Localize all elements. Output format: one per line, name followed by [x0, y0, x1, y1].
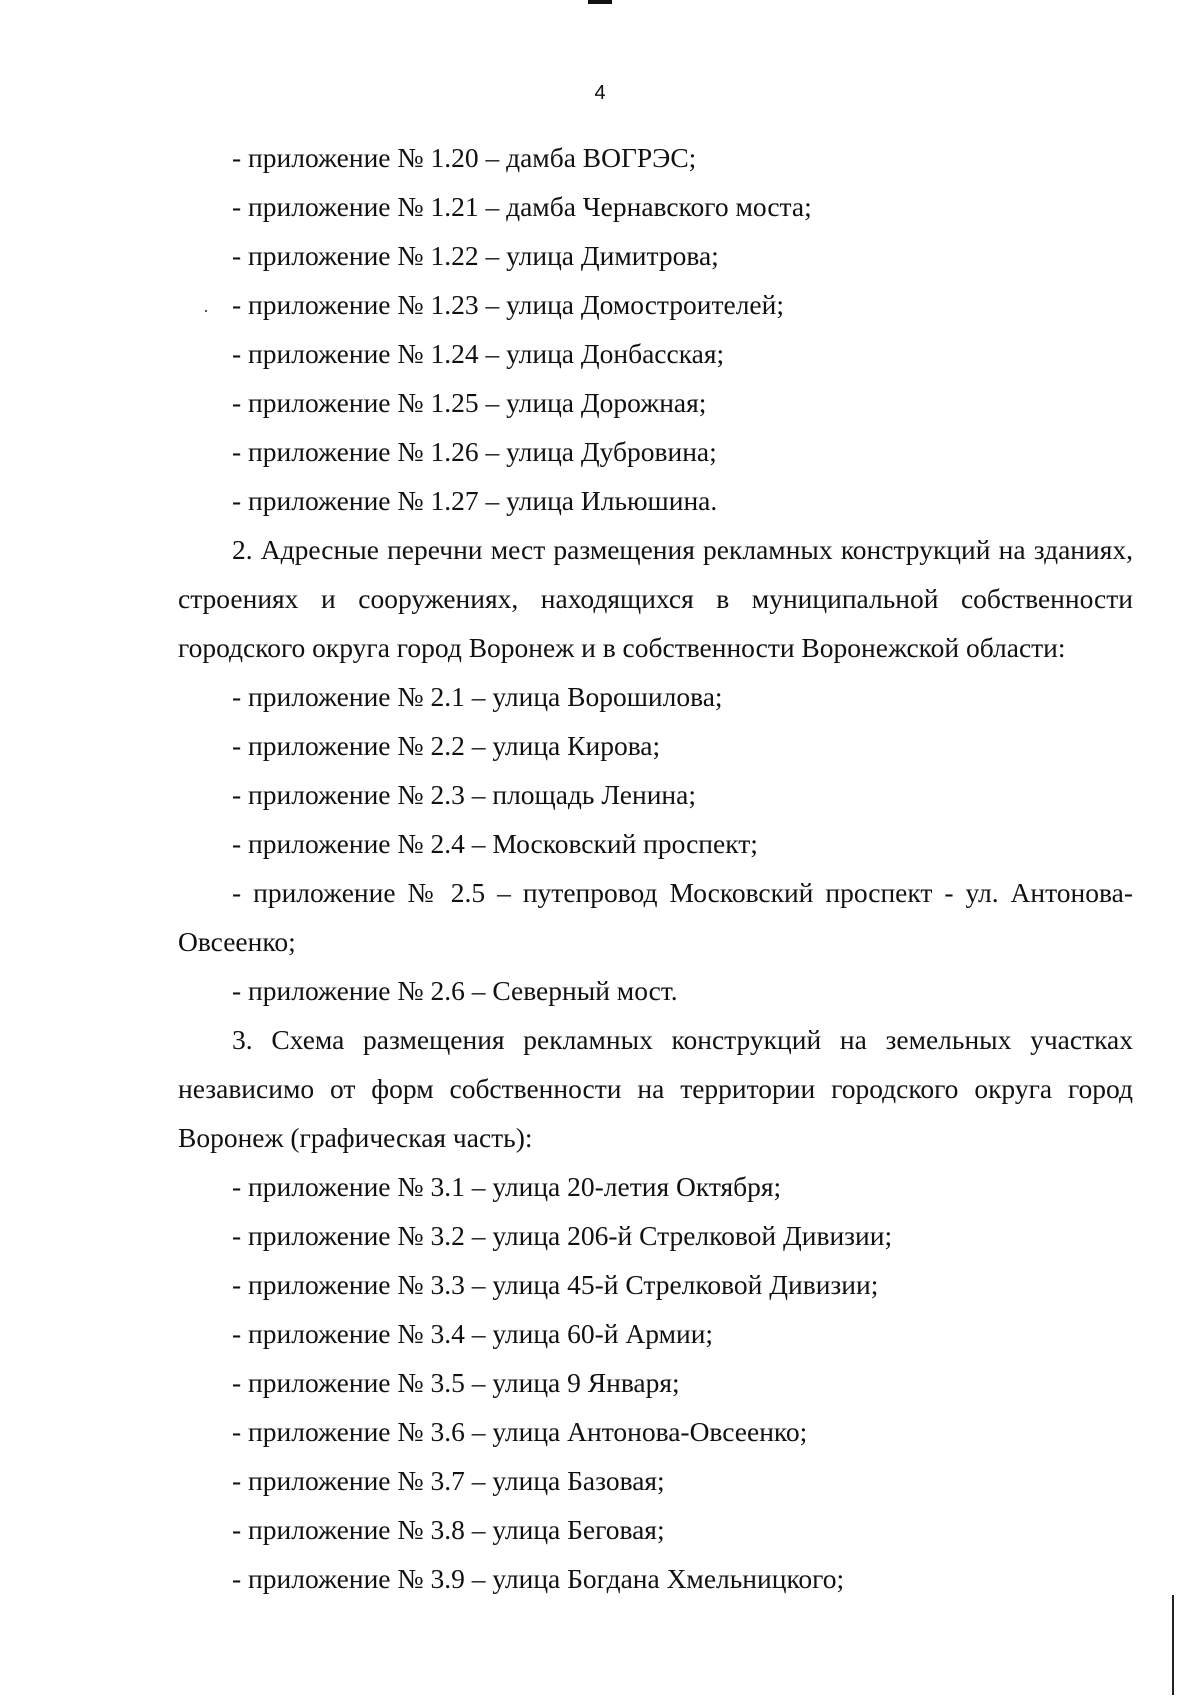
- list-item: - приложение № 1.24 – улица Донбасская;: [232, 338, 725, 369]
- list-item-2-5: - приложение № 2.5 – путепровод Московский проспект - ул. Антонова-Овсеенко;: [178, 877, 1133, 957]
- list-item: - приложение № 3.6 – улица Антонова-Овсеенко;: [232, 1416, 808, 1447]
- list-item: - приложение № 1.23 – улица Домостроителей;: [232, 289, 784, 320]
- list-item: - приложение № 1.20 – дамба ВОГРЭС;: [232, 142, 697, 173]
- list-item: - приложение № 1.22 – улица Димитрова;: [232, 240, 719, 271]
- list-item: - приложение № 1.21 – дамба Чернавского моста;: [232, 191, 812, 222]
- list-item: - приложение № 3.5 – улица 9 Января;: [232, 1367, 680, 1398]
- list-annex-3: [178, 1162, 1133, 1603]
- list-item: - приложение № 3.4 – улица 60-й Армии;: [232, 1318, 714, 1349]
- list-item: - приложение № 3.1 – улица 20-летия Октября;: [232, 1171, 782, 1202]
- list-item: - приложение № 2.4 – Московский проспект;: [232, 828, 758, 859]
- list-item: - приложение № 2.1 – улица Ворошилова;: [232, 681, 723, 712]
- top-edge-mark: [588, 0, 612, 4]
- list-item: - приложение № 2.3 – площадь Ленина;: [232, 779, 696, 810]
- list-item: - приложение № 1.27 – улица Ильюшина.: [232, 485, 718, 516]
- document-body: [178, 133, 1133, 1603]
- list-item-2-6: - приложение № 2.6 – Северный мост.: [232, 975, 678, 1006]
- margin-line: [1172, 1595, 1174, 1695]
- list-item: - приложение № 3.8 – улица Беговая;: [232, 1514, 665, 1545]
- list-annex-1: [178, 133, 1133, 525]
- list-item: - приложение № 3.9 – улица Богдана Хмельницкого;: [232, 1563, 845, 1594]
- list-item: - приложение № 2.2 – улица Кирова;: [232, 730, 661, 761]
- list-item: - приложение № 3.7 – улица Базовая;: [232, 1465, 665, 1496]
- section-2-paragraph: 2. Адресные перечни мест размещения рекламных конструкций на зданиях, строениях и сооружениях, находящихся в муниципальной собственности городского округа город Воронеж и в собственности Воронежской области:: [178, 534, 1133, 663]
- list-item: - приложение № 1.25 – улица Дорожная;: [232, 387, 707, 418]
- section-3-paragraph: 3. Схема размещения рекламных конструкций на земельных участках независимо от форм собственности на территории городского округа город Воронеж (графическая часть):: [178, 1024, 1133, 1153]
- list-item: - приложение № 1.26 – улица Дубровина;: [232, 436, 717, 467]
- list-item: - приложение № 3.3 – улица 45-й Стрелковой Дивизии;: [232, 1269, 879, 1300]
- page-number: 4: [594, 82, 606, 104]
- list-annex-2: [178, 672, 1133, 868]
- list-item: - приложение № 3.2 – улица 206-й Стрелковой Дивизии;: [232, 1220, 893, 1251]
